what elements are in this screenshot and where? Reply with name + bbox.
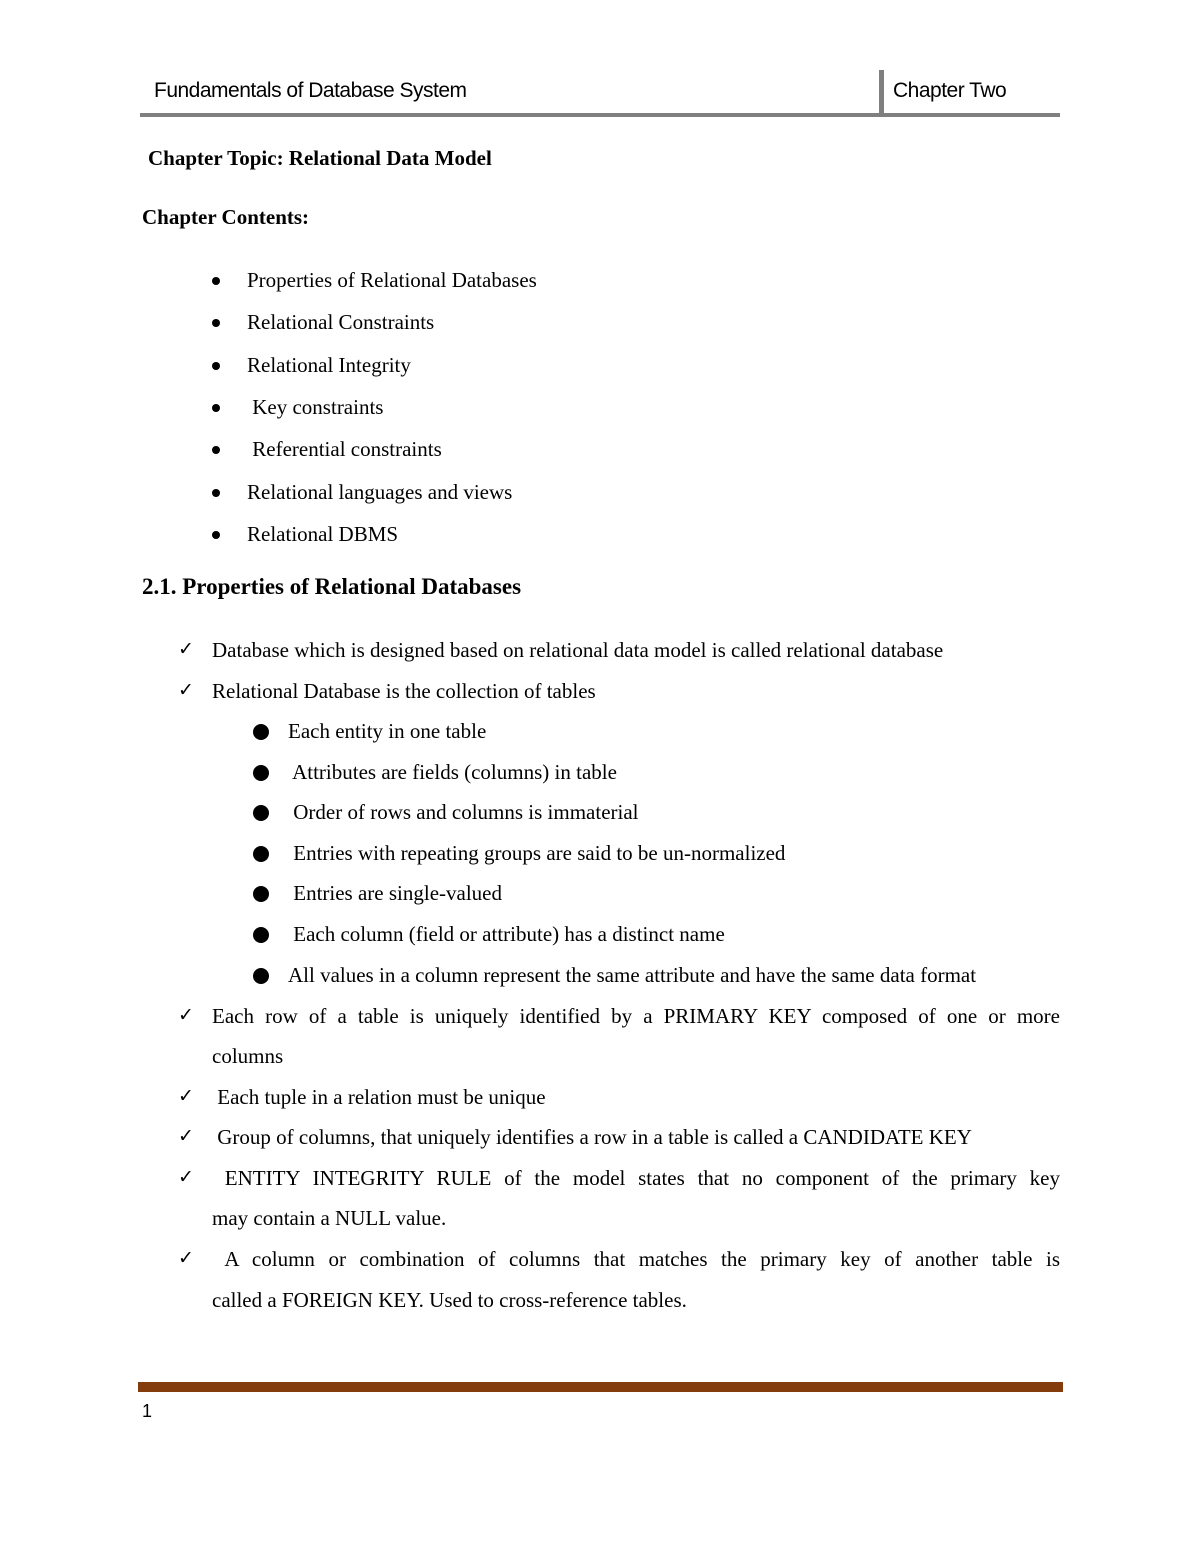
bullet-icon bbox=[212, 446, 220, 454]
header-chapter-label: Chapter Two bbox=[893, 79, 1007, 102]
page-number: 1 bbox=[142, 1401, 153, 1421]
chapter-topic: Chapter Topic: Relational Data Model bbox=[148, 146, 492, 170]
check-mark-icon: ✓ bbox=[178, 638, 194, 660]
bullet-icon bbox=[212, 531, 220, 539]
bullet-icon bbox=[212, 362, 220, 370]
check-mark-icon: ✓ bbox=[178, 1004, 194, 1026]
header-book-title: Fundamentals of Database System bbox=[154, 79, 467, 102]
check-mark-icon: ✓ bbox=[178, 1125, 194, 1147]
header-divider bbox=[879, 70, 884, 114]
header-rule bbox=[140, 113, 1060, 117]
check-mark-icon: ✓ bbox=[178, 1166, 194, 1188]
bullet-icon bbox=[212, 319, 220, 327]
bullet-icon bbox=[253, 846, 269, 862]
page-header bbox=[140, 68, 1060, 118]
check-mark-icon: ✓ bbox=[178, 1085, 194, 1107]
bullet-icon bbox=[253, 968, 269, 984]
bullet-icon bbox=[253, 724, 269, 740]
bullet-icon bbox=[212, 404, 220, 412]
check-mark-icon: ✓ bbox=[178, 1247, 194, 1269]
bullet-icon bbox=[253, 927, 269, 943]
bullet-icon bbox=[212, 277, 220, 285]
section-heading: 2.1. Properties of Relational Databases bbox=[142, 574, 522, 599]
check-mark-icon: ✓ bbox=[178, 679, 194, 701]
bullet-icon bbox=[212, 489, 220, 497]
bullet-icon bbox=[253, 805, 269, 821]
contents-heading: Chapter Contents: bbox=[142, 205, 310, 229]
bullet-icon bbox=[253, 886, 269, 902]
bullet-icon bbox=[253, 765, 269, 781]
footer-rule bbox=[138, 1382, 1063, 1392]
